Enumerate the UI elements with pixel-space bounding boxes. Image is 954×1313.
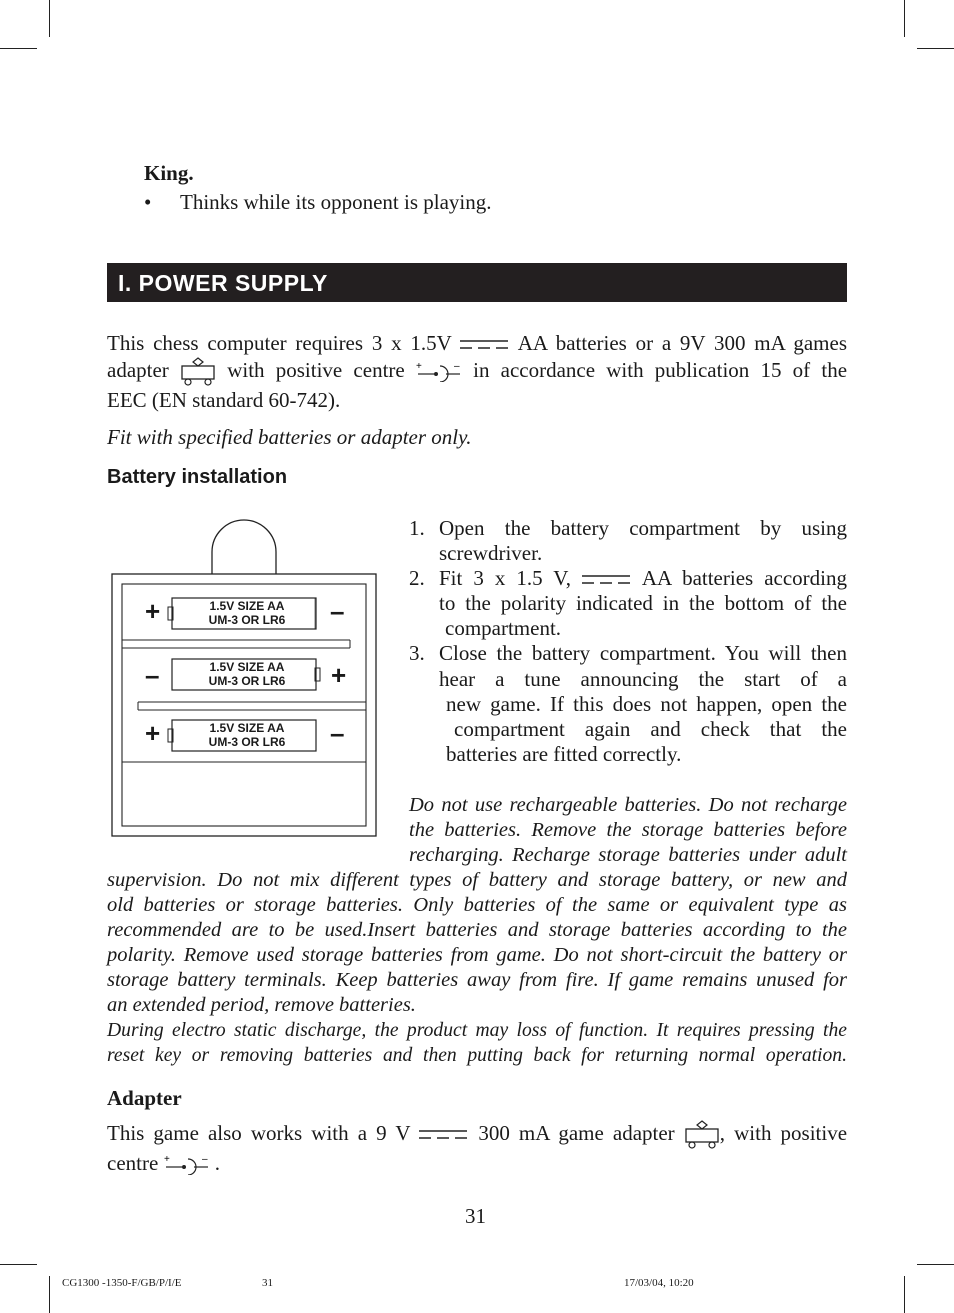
crop-mark xyxy=(49,0,50,37)
crop-mark xyxy=(0,48,37,49)
step-line: Open the battery compartment by using xyxy=(439,516,847,540)
polarity-icon xyxy=(416,362,462,382)
battery-label-3 xyxy=(177,721,317,749)
king-heading: King. xyxy=(144,161,194,185)
steps-list xyxy=(409,516,847,767)
intro-line-2 xyxy=(107,357,847,387)
step-1 xyxy=(409,516,847,566)
warning-line: the batteries. Remove the storage batteries before xyxy=(409,819,847,841)
intro-text: with positive centre xyxy=(227,358,405,382)
adapter-text: This game also works with a 9 V xyxy=(107,1121,411,1145)
warning-line: storage battery terminals. Keep batteries away from fire. If game remains unused for xyxy=(107,969,847,991)
adapter-text: , with positive xyxy=(719,1121,848,1145)
minus-sign: – xyxy=(145,660,160,690)
crop-mark xyxy=(49,1276,50,1313)
intro-line-3: EEC (EN standard 60-742). xyxy=(107,388,341,413)
battery-installation-heading: Battery installation xyxy=(107,466,288,488)
intro-note: Fit with specified batteries or adapter only. xyxy=(107,425,472,449)
plus-sign: + xyxy=(145,718,161,748)
intro-text: AA batteries or a 9V 300 mA games xyxy=(517,331,848,355)
step-line: compartment again and check that the xyxy=(454,716,847,741)
adapter-line-2 xyxy=(107,1150,847,1177)
adapter-icon xyxy=(180,357,216,387)
footer-right: 17/03/04, 10:20 xyxy=(624,1277,694,1289)
crop-mark xyxy=(917,1264,954,1265)
adapter-text: . xyxy=(214,1151,221,1176)
step-line: screwdriver. xyxy=(439,541,543,566)
battery-label-1 xyxy=(177,599,317,627)
svg-text:–: – xyxy=(201,1155,208,1166)
dc-symbol-icon xyxy=(582,573,632,587)
step-line: new game. If this does not happen, open the xyxy=(446,691,847,716)
step-number: 1. xyxy=(409,516,425,540)
step-line: to the polarity indicated in the bottom of the xyxy=(439,591,847,616)
adapter-line-1 xyxy=(107,1120,847,1150)
battery-label-line: UM-3 OR LR6 xyxy=(208,735,286,749)
intro-text: adapter xyxy=(107,358,169,382)
plus-sign: + xyxy=(145,596,161,626)
warning-line: polarity. Remove used storage batteries from game. Do not short-circuit the battery or xyxy=(107,944,847,966)
warning-line: recharging. Recharge storage batteries under adult xyxy=(409,844,847,866)
footer-center: 31 xyxy=(262,1277,273,1289)
adapter-text: 300 mA game adapter xyxy=(478,1121,675,1145)
warning-line: old batteries or storage batteries. Only batteries of the same or equivalent type as xyxy=(107,894,847,916)
minus-sign: – xyxy=(330,596,345,626)
crop-mark xyxy=(917,48,954,49)
polarity-icon xyxy=(164,1155,210,1175)
warning-text-right xyxy=(409,793,847,868)
step-number: 2. xyxy=(409,566,425,591)
esd-line: reset key or removing batteries and then putting back for returning normal operation. xyxy=(107,1045,847,1066)
king-bullet-text: Thinks while its opponent is playing. xyxy=(180,190,492,214)
bullet-dot: • xyxy=(144,190,152,214)
esd-line: During electro static discharge, the product may loss of function. It requires pressing the xyxy=(107,1020,847,1041)
warning-line: Do not use rechargeable batteries. Do not recharge xyxy=(409,794,847,816)
intro-text: in accordance with publication 15 of the xyxy=(473,358,848,382)
section-title: I. POWER SUPPLY xyxy=(118,270,328,296)
adapter-text: centre xyxy=(107,1151,159,1176)
warning-text-full xyxy=(107,868,847,1068)
intro-paragraph xyxy=(107,330,847,414)
page-number: 31 xyxy=(465,1204,486,1228)
battery-label-line: 1.5V SIZE AA xyxy=(209,660,285,674)
step-line: compartment. xyxy=(445,616,562,641)
step-number: 3. xyxy=(409,641,425,666)
step-text: AA batteries according xyxy=(641,566,847,591)
crop-mark xyxy=(904,1276,905,1313)
plus-sign: + xyxy=(331,660,347,690)
step-3 xyxy=(409,641,847,766)
dc-symbol-icon xyxy=(419,1128,469,1142)
intro-text: This chess computer requires 3 x 1.5V xyxy=(107,331,452,355)
svg-text:+: + xyxy=(163,1155,170,1166)
battery-label-line: UM-3 OR LR6 xyxy=(208,674,286,688)
crop-mark xyxy=(904,0,905,37)
step-line: hear a tune announcing the start of a xyxy=(439,666,847,691)
warning-line: supervision. Do not mix different types of battery and storage battery, or new and xyxy=(107,869,847,891)
section-heading-bar xyxy=(107,263,847,302)
battery-label-line: 1.5V SIZE AA xyxy=(209,599,285,613)
step-text: Fit 3 x 1.5 V, xyxy=(439,566,571,591)
step-line: Close the battery compartment. You will then xyxy=(439,641,847,666)
step-line: batteries are fitted correctly. xyxy=(446,741,682,766)
dc-symbol-icon xyxy=(460,338,510,352)
svg-text:–: – xyxy=(453,362,460,373)
adapter-icon xyxy=(684,1120,720,1150)
battery-label-line: UM-3 OR LR6 xyxy=(208,613,286,627)
battery-label-line: 1.5V SIZE AA xyxy=(209,721,285,735)
warning-line: recommended are to be used.Insert batteries and storage batteries according to the xyxy=(107,919,847,941)
step-2 xyxy=(409,566,847,641)
intro-line-1 xyxy=(107,330,847,357)
minus-sign: – xyxy=(330,718,345,748)
crop-mark xyxy=(0,1264,37,1265)
adapter-heading: Adapter xyxy=(107,1086,182,1110)
warning-line: an extended period, remove batteries. xyxy=(107,994,416,1016)
footer-left: CG1300 -1350-F/GB/P/I/E xyxy=(62,1277,182,1289)
svg-text:+: + xyxy=(415,362,422,373)
battery-label-2 xyxy=(177,660,317,688)
step-line xyxy=(439,566,847,591)
adapter-paragraph xyxy=(107,1120,847,1177)
